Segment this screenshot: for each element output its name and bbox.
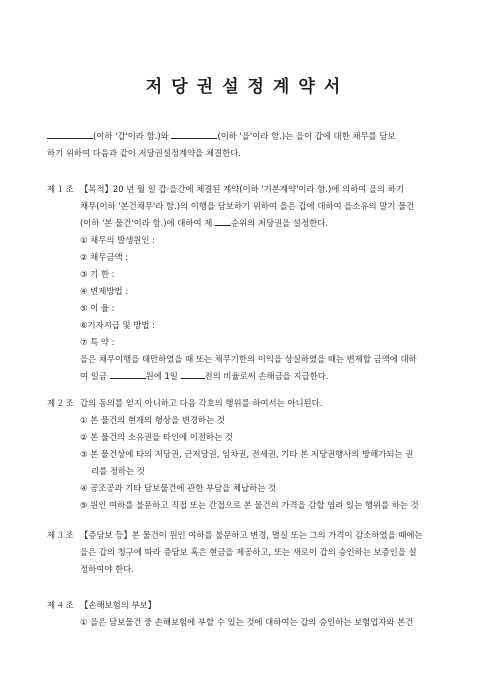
article-1-line-1: 【목적】20 년 월 일 갑·을간에 체결된 계약(이하 '기본계약'이라 함.)에 의하여 을의 하기 (80, 184, 404, 194)
article-1-line-2: 채무(이하 '본건채무'라 함.)의 이행을 담보하기 위하여 을은 갑에 대하여 을소유의 말기 물건 (80, 201, 415, 211)
article-1-line-5: 여 일금 원에 1일 전의 비율로써 손해금을 지급한다. (80, 371, 329, 381)
article-3-line-2: 을은 갑의 청구에 따라 증담보 혹은 현금을 제공하고, 또는 새로이 갑의 승인하는 보증인을 설 (80, 547, 417, 557)
article-3-line-1: 【증담보 등】본 물건이 원인 여하를 불문하고 변경, 멸실 또는 그의 가격이 감소하였을 때에는 (80, 530, 423, 540)
article-2 (47, 395, 477, 514)
article-1-item: ② 채무금액 : (80, 252, 129, 262)
article-1-item: ⑤ 이 율 : (80, 303, 115, 313)
article-3-line-3: 정하여야 한다. (80, 564, 134, 574)
amount-blank (110, 369, 146, 379)
article-3-number: 제３조 (47, 530, 75, 540)
intro-party-a-text: (이하 '갑'이라 함.)와 (93, 131, 169, 141)
article-1-item: ④ 변제방법 : (80, 286, 129, 296)
article-2-line-1: 갑의 동의를 얻지 아니하고 다음 각호의 행위를 하여서는 아니된다. (80, 398, 323, 408)
article-1-item: ⑦ 특 약 : (80, 337, 115, 347)
article-2-item-continued: 리를 정하는 것 (91, 466, 145, 476)
article-1-line-4: 을은 채무이행을 태만하였을 때 또는 채무기한의 이익을 상실하였을 때는 변제할 금액에 대하 (80, 354, 417, 364)
article-4 (47, 597, 477, 631)
article-2-item: ④ 공조공과 기타 담보물건에 관한 부담을 체납하는 것 (80, 483, 277, 493)
article-4-line-2: ① 을은 담보물건 중 손해보험에 부할 수 있는 것에 대하여는 갑의 승인하는 보험업자와 본건 (80, 617, 414, 627)
article-3 (47, 527, 477, 578)
article-2-number: 제２조 (47, 398, 75, 408)
article-1-item: ① 채무의 발생원인 : (80, 235, 155, 245)
article-4-number: 제４조 (47, 600, 75, 610)
article-1-item: ③ 기 한 : (80, 269, 115, 279)
article-2-item: ② 본 물건의 소유권을 타인에 이전하는 것 (80, 432, 233, 442)
intro-party-b-text: (이하 '을'이라 함.)는 을이 갑에 대한 채무를 담보 (217, 131, 396, 141)
article-2-item: ③ 본 물건상에 타의 저당권, 근저당권, 임차권, 전세권, 기타 본 저당권행사의 방해가되는 권 (80, 449, 414, 459)
article-2-item: ① 본 물건의 현재의 형상을 변경하는 것 (80, 415, 225, 425)
rank-blank (215, 216, 231, 226)
document-title: 저당권설정계약서 (145, 77, 350, 97)
party-a-blank (47, 129, 93, 139)
article-4-line-1: 【손해보험의 부보】 (80, 600, 157, 610)
article-1-number: 제１조 (47, 184, 75, 194)
article-1-line-3: (이하 '본 물건'이라 함.)에 대하여 제 순위의 저당권을 설정한다. (80, 218, 328, 228)
intro-line-2: 하기 위하여 다음과 같이 저당권설정계약을 체결한다. (47, 148, 241, 158)
rate-blank (181, 369, 205, 379)
intro-paragraph (47, 128, 467, 162)
party-b-blank (171, 129, 217, 139)
article-2-item: ⑤ 원인 여하를 불문하고 직접 또는 간접으로 본 물건의 가격을 감할 염려 있는 행위를 하는 것 (80, 500, 419, 510)
article-1 (47, 181, 477, 385)
intro-line-1 (47, 128, 467, 145)
article-1-item: ⑥기자지급 및 방법 : (80, 320, 155, 330)
